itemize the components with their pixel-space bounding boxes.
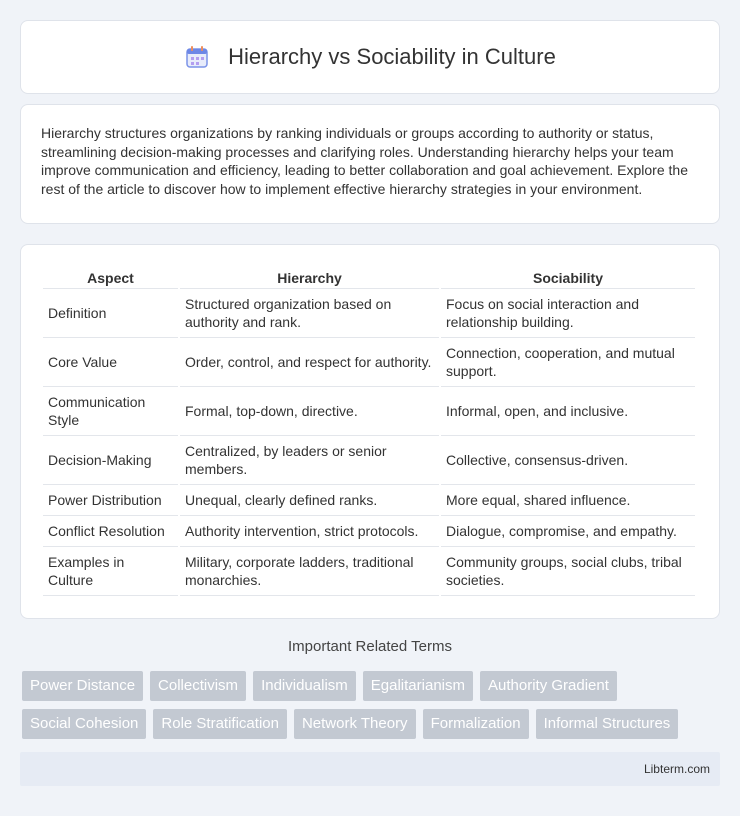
table-row bbox=[43, 547, 695, 596]
tag-collectivism[interactable]: Collectivism bbox=[150, 671, 246, 701]
table-cell: Connection, cooperation, and mutual support. bbox=[441, 338, 695, 387]
comparison-table bbox=[41, 265, 697, 596]
header-card bbox=[20, 20, 720, 94]
table-cell: Power Distribution bbox=[43, 485, 178, 516]
calendar-icon bbox=[184, 44, 210, 70]
intro-card bbox=[20, 104, 720, 224]
table-cell: Formal, top-down, directive. bbox=[180, 387, 439, 436]
footer-attribution[interactable]: Libterm.com bbox=[20, 752, 720, 786]
table-cell: Authority intervention, strict protocols. bbox=[180, 516, 439, 547]
related-terms-title: Important Related Terms bbox=[288, 638, 452, 655]
table-row bbox=[43, 485, 695, 516]
column-header-aspect: Aspect bbox=[43, 265, 178, 289]
table-cell: Unequal, clearly defined ranks. bbox=[180, 485, 439, 516]
table-cell: Collective, consensus-driven. bbox=[441, 436, 695, 485]
column-header-hierarchy: Hierarchy bbox=[180, 265, 439, 289]
table-cell: Communication Style bbox=[43, 387, 178, 436]
table-cell: Order, control, and respect for authority. bbox=[180, 338, 439, 387]
tag-authority-gradient[interactable]: Authority Gradient bbox=[480, 671, 617, 701]
tag-formalization[interactable]: Formalization bbox=[423, 709, 529, 739]
table-cell: Informal, open, and inclusive. bbox=[441, 387, 695, 436]
table-row bbox=[43, 516, 695, 547]
tag-row bbox=[22, 709, 722, 739]
table-cell: Structured organization based on authority and rank. bbox=[180, 289, 439, 338]
tag-informal-structures[interactable]: Informal Structures bbox=[536, 709, 679, 739]
tag-individualism[interactable]: Individualism bbox=[253, 671, 356, 701]
tag-social-cohesion[interactable]: Social Cohesion bbox=[22, 709, 146, 739]
table-cell: Focus on social interaction and relationship building. bbox=[441, 289, 695, 338]
table-cell: Examples in Culture bbox=[43, 547, 178, 596]
table-row bbox=[43, 436, 695, 485]
tag-power-distance[interactable]: Power Distance bbox=[22, 671, 143, 701]
tag-role-stratification[interactable]: Role Stratification bbox=[153, 709, 287, 739]
column-header-sociability: Sociability bbox=[441, 265, 695, 289]
table-cell: Core Value bbox=[43, 338, 178, 387]
table-cell: More equal, shared influence. bbox=[441, 485, 695, 516]
table-cell: Centralized, by leaders or senior members. bbox=[180, 436, 439, 485]
table-cell: Definition bbox=[43, 289, 178, 338]
table-row bbox=[43, 387, 695, 436]
table-cell: Community groups, social clubs, tribal societies. bbox=[441, 547, 695, 596]
tag-egalitarianism[interactable]: Egalitarianism bbox=[363, 671, 473, 701]
table-cell: Conflict Resolution bbox=[43, 516, 178, 547]
tag-row bbox=[22, 671, 722, 701]
intro-paragraph: Hierarchy structures organizations by ranking individuals or groups according to authority or status, streamlining decision-making processes and clarifying roles. Understanding hierarchy helps your team improve communication and efficiency, leading to better collaboration and goal achievement. Explore the rest of the article to discover how to implement effective hierarchy strategies in your environment. bbox=[41, 125, 688, 197]
page-title: Hierarchy vs Sociability in Culture bbox=[228, 44, 556, 69]
table-row bbox=[43, 289, 695, 338]
table-cell: Military, corporate ladders, traditional monarchies. bbox=[180, 547, 439, 596]
table-row bbox=[43, 338, 695, 387]
table-cell: Dialogue, compromise, and empathy. bbox=[441, 516, 695, 547]
tag-network-theory[interactable]: Network Theory bbox=[294, 709, 416, 739]
table-header-row bbox=[43, 265, 695, 289]
comparison-card bbox=[20, 244, 720, 619]
related-terms-tags bbox=[22, 671, 722, 747]
table-cell: Decision-Making bbox=[43, 436, 178, 485]
